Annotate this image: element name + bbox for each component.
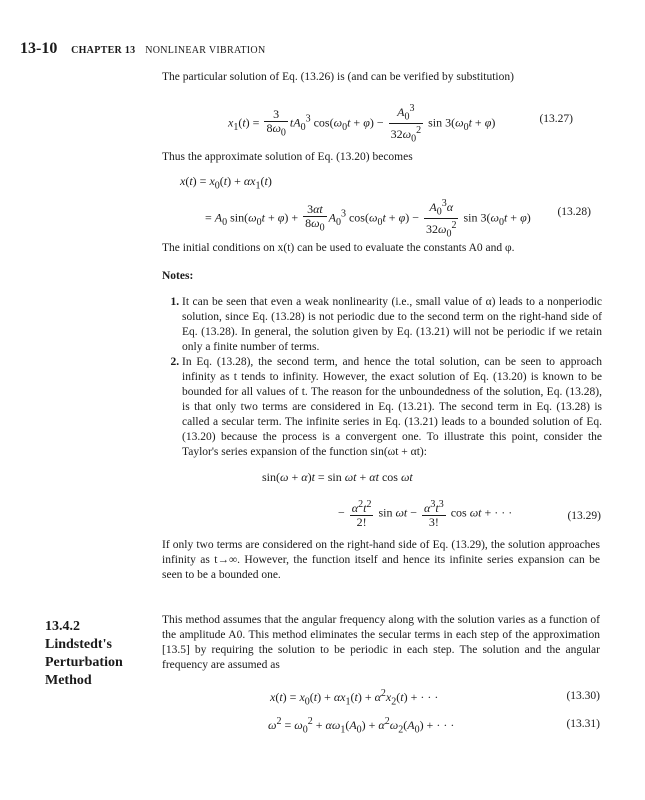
paragraph-2: Thus the approximate solution of Eq. (13.20) becomes (162, 151, 413, 163)
section-heading (45, 618, 155, 690)
equation-number-13-29: (13.29) (567, 510, 601, 522)
section-number: 13.4.2 (45, 619, 80, 634)
equation-13-29-line-2: − $\frac{\alpha^2t^2}{2!}$ sin ωt − $\frac{\alpha^3t^3}{3!}$ cos ωt + · · · (338, 499, 513, 529)
page-number: 13-10 (20, 40, 58, 57)
paragraph-4: If only two terms are considered on the right-hand side of Eq. (13.29), the solution approaches infinity as t→∞. However, the function itself and hence its infinite series expansion can be seen to be a bounded one. (162, 539, 600, 581)
section-title-line-2: Perturbation (45, 655, 123, 670)
equation-13-29-line-1: sin(ω + α)t = sin ωt + αt cos ωt (262, 470, 413, 484)
note-item-2: 2. In Eq. (13.28), the second term, and hence the total solution, can be seen to approach infinity as t tends to infinity. However, the exact solution of Eq. (13.20) is known to be bounded for all values of t. The reason for the unboundedness of the solution, Eq. (13.28), is that only two terms are considered in Eq. (13.21). The second term in Eq. (13.28) is called a secular term. The infinite series in Eq. (13.21) leads to a bounded solution of Eq. (13.20) because the process is a convergent one. To illustrate this point, consider the Taylor's series expansion of the function sin(ωt + αt): (182, 355, 602, 460)
paragraph-1: The particular solution of Eq. (13.26) is (and can be verified by substitution) (162, 71, 514, 83)
notes-list (162, 295, 602, 460)
paragraph-3: The initial conditions on x(t) can be used to evaluate the constants A0 and φ. (162, 242, 515, 254)
chapter-title: NONLINEAR VIBRATION (145, 45, 266, 56)
equation-13-30: $x(t) = x_0(t) + \alpha x_1(t) + \alpha^2x_2(t)$ + · · · (270, 688, 439, 708)
equation-number-13-28: (13.28) (557, 206, 591, 218)
equation-number-13-30: (13.30) (566, 690, 600, 702)
chapter-label: CHAPTER 13 (71, 45, 136, 56)
running-header (20, 40, 265, 58)
equation-number-13-31: (13.31) (566, 718, 600, 730)
section-title-line-1: Lindstedt's (45, 637, 112, 652)
equation-13-31: $\omega^2 = \omega_0^2 + \alpha\omega_1(A_0) + \alpha^2\omega_2(A_0)$ + · · · (268, 716, 455, 736)
paragraph-5: This method assumes that the angular frequency along with the solution varies as a function of the amplitude A0. This method eliminates the secular terms in each step of the approximation [13.5] by requiring the solution to be periodic in each step. The solution and the angular frequency are assumed as (162, 614, 600, 671)
equation-number-13-27: (13.27) (539, 113, 573, 125)
note-item-1: 1. It can be seen that even a weak nonlinearity (i.e., small value of α) leads to a nonperiodic solution, since Eq. (13.28) is not periodic due to the second term on the right-hand side of Eq. (13.28). In general, the solution given by Eq. (13.21) will not be periodic if we retain only a finite number of terms. (182, 295, 602, 355)
notes-title: Notes: (162, 270, 194, 282)
equation-13-28-line-1: $x(t) = x_0(t) + \alpha x_1(t)$ (180, 174, 272, 192)
equation-13-28-line-2: = $A_0$ $\sin(\omega_0t + \varphi)$ + $\frac{3\alpha t}{8\omega_0}$ $A_0^3$ $\cos(\omega_0t + \varphi)$ − $\frac{A_0^3\alpha}{32\omega_0^2}$ $\sin 3(\omega_0t + \varphi)$ (205, 198, 531, 240)
equation-13-27: $x_1(t)$ = $\frac{3}{8\omega_0}$ $tA_0^3$ $\cos(\omega_0t + \varphi)$ − $\frac{A_0^3}{32\omega_0^2}$ $\sin 3(\omega_0t + \varphi)$ (228, 103, 496, 145)
section-title-line-3: Method (45, 673, 92, 688)
